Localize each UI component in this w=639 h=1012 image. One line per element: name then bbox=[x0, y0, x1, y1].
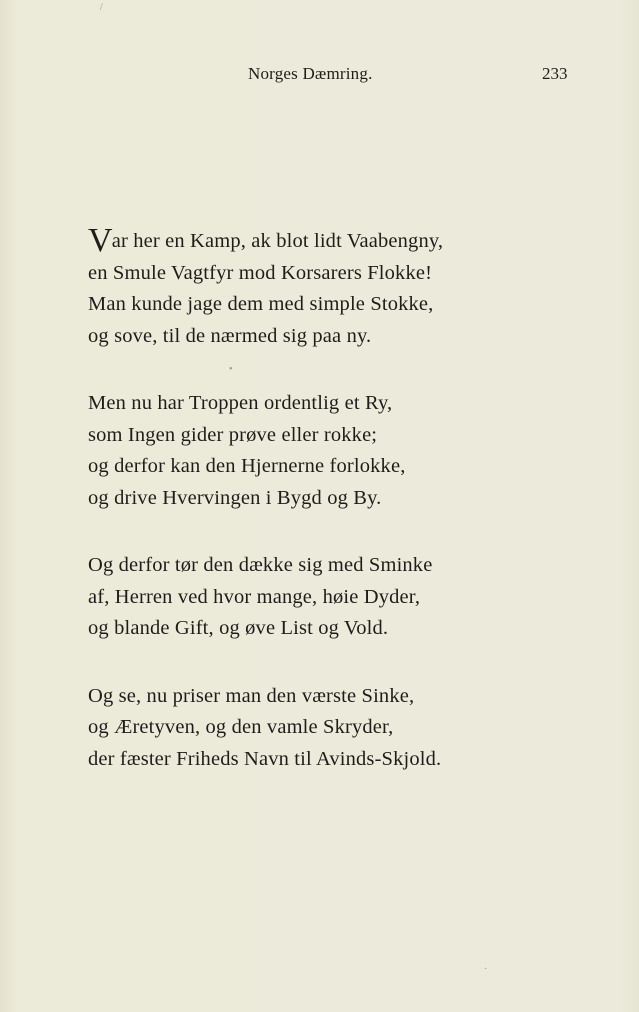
poem-line: som Ingen gider prøve eller rokke; bbox=[88, 423, 378, 446]
page-number: 233 bbox=[542, 64, 568, 83]
paper-speck: • bbox=[229, 364, 233, 375]
stanza-4 bbox=[88, 681, 608, 776]
running-title: Norges Dæmring. bbox=[248, 64, 373, 83]
poem-line: og Æretyven, og den vamle Skryder, bbox=[88, 716, 394, 738]
paper-speck: · bbox=[484, 964, 488, 975]
first-line-text: ar her en Kamp, ak blot lidt Vaabengny, bbox=[111, 230, 444, 252]
stanza-1 bbox=[88, 222, 608, 352]
running-head bbox=[0, 64, 639, 88]
drop-cap: V bbox=[88, 222, 113, 259]
poem-line: Og derfor tør den dække sig med Sminke bbox=[88, 554, 433, 576]
stanza-2 bbox=[88, 388, 608, 514]
poem-line: Man kunde jage dem med simple Stokke, bbox=[88, 293, 434, 315]
poem-line: og sove, til de nærmed sig paa ny. bbox=[88, 324, 372, 347]
poem-line: Men nu har Troppen ordentlig et Ry, bbox=[88, 392, 393, 414]
poem-line: og drive Hvervingen i Bygd og By. bbox=[88, 486, 382, 509]
poem-line: der fæster Friheds Navn til Avinds-Skjold. bbox=[88, 747, 442, 770]
poem-line: en Smule Vagtfyr mod Korsarers Flokke! bbox=[88, 261, 433, 284]
paper-speck: / bbox=[100, 2, 103, 13]
poem-line: af, Herren ved hvor mange, høie Dyder, bbox=[88, 585, 421, 608]
poem bbox=[88, 222, 608, 775]
poem-line: Og se, nu priser man den værste Sinke, bbox=[88, 684, 415, 707]
poem-line bbox=[88, 222, 608, 259]
stanza-3 bbox=[88, 550, 608, 645]
poem-line: og blande Gift, og øve List og Vold. bbox=[88, 617, 389, 639]
poem-line: og derfor kan den Hjernerne forlokke, bbox=[88, 455, 406, 477]
